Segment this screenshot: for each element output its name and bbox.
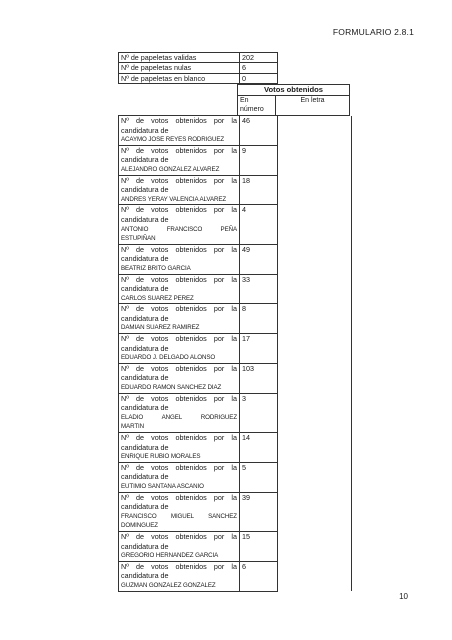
summary-value: 6: [240, 63, 278, 73]
votes-in-letters: [278, 393, 352, 432]
votes-in-letters: [278, 363, 352, 393]
candidate-name-cont: ESTUPIÑAN: [121, 235, 156, 243]
candidate-label-cell: [119, 334, 240, 364]
candidate-row: [119, 145, 352, 175]
candidate-name: ACAYMO JOSE REYES RODRIGUEZ: [121, 136, 225, 144]
votes-in-letters: [278, 116, 352, 146]
vote-sheet: [118, 52, 352, 592]
candidate-row: [119, 561, 352, 591]
row-prefix: Nº de votos obtenidos por la: [121, 274, 237, 284]
row-prefix: Nº de votos obtenidos por la: [121, 462, 237, 472]
candidate-table: [118, 115, 352, 592]
candidate-votes: 46: [240, 116, 278, 146]
candidate-votes: 5: [240, 462, 278, 492]
candidate-name: FRANCISCO MIGUEL SANCHEZ: [121, 512, 237, 520]
candidate-label-cell: [119, 145, 240, 175]
candidate-row: [119, 244, 352, 274]
candidate-votes: 18: [240, 175, 278, 205]
candidate-label-cell: [119, 175, 240, 205]
candidate-label-cell: [119, 462, 240, 492]
row-mid: candidatura de: [121, 541, 169, 551]
candidate-row: [119, 393, 352, 432]
candidate-row: [119, 433, 352, 463]
summary-label: Nº de papeletas validas: [119, 53, 240, 63]
candidate-label-cell: [119, 393, 240, 432]
row-mid: candidatura de: [121, 442, 169, 452]
row-prefix: Nº de votos obtenidos por la: [121, 304, 237, 314]
row-mid: candidatura de: [121, 125, 169, 135]
candidate-row: [119, 116, 352, 146]
votes-in-letters: [278, 531, 352, 561]
col-letter-header: En letra: [276, 95, 350, 115]
candidate-votes: 17: [240, 334, 278, 364]
candidate-label-cell: [119, 433, 240, 463]
candidate-votes: 14: [240, 433, 278, 463]
candidate-row: [119, 492, 352, 531]
candidate-row: [119, 274, 352, 304]
votes-in-letters: [278, 561, 352, 591]
candidate-name: ANTONIO FRANCISCO PEÑA: [121, 225, 237, 233]
candidate-votes: 6: [240, 561, 278, 591]
candidate-label-cell: [119, 304, 240, 334]
candidate-row: [119, 363, 352, 393]
candidate-votes: 4: [240, 205, 278, 244]
candidate-votes: 103: [240, 363, 278, 393]
form-code: FORMULARIO 2.8.1: [332, 27, 414, 37]
candidate-name: ALEJANDRO GONZALEZ ALVAREZ: [121, 165, 220, 173]
row-mid: candidatura de: [121, 343, 169, 353]
row-mid: candidatura de: [121, 214, 169, 224]
candidate-name: CARLOS SUAREZ PEREZ: [121, 294, 194, 302]
candidate-label-cell: [119, 116, 240, 146]
candidate-votes: 3: [240, 393, 278, 432]
summary-row: [119, 63, 278, 73]
row-prefix: Nº de votos obtenidos por la: [121, 433, 237, 442]
votes-in-letters: [278, 205, 352, 244]
candidate-name-cont: MARTIN: [121, 423, 145, 431]
row-mid: candidatura de: [121, 284, 169, 294]
votes-in-letters: [278, 492, 352, 531]
votes-in-letters: [278, 462, 352, 492]
candidate-votes: 9: [240, 145, 278, 175]
candidate-votes: 33: [240, 274, 278, 304]
row-mid: candidatura de: [121, 155, 169, 165]
row-prefix: Nº de votos obtenidos por la: [121, 531, 237, 541]
summary-value: 202: [240, 53, 278, 63]
candidate-name: ELADIO ANGEL RODRIGUEZ: [121, 413, 237, 421]
summary-table: [118, 52, 278, 84]
votes-in-letters: [278, 304, 352, 334]
summary-row: [119, 73, 278, 83]
candidate-name: ANDRES YERAY VALENCIA ALVAREZ: [121, 195, 227, 203]
candidate-votes: 15: [240, 531, 278, 561]
candidate-votes: 8: [240, 304, 278, 334]
row-mid: candidatura de: [121, 313, 169, 323]
candidate-row: [119, 175, 352, 205]
candidate-label-cell: [119, 274, 240, 304]
row-mid: candidatura de: [121, 571, 169, 581]
row-prefix: Nº de votos obtenidos por la: [121, 334, 237, 344]
summary-label: Nº de papeletas nulas: [119, 63, 240, 73]
candidate-name: GUZMAN GONZALEZ GONZALEZ: [121, 581, 216, 589]
candidate-label-cell: [119, 244, 240, 274]
votes-in-letters: [278, 334, 352, 364]
candidate-name: GREGORIO HERNANDEZ GARCIA: [121, 552, 219, 560]
summary-row: [119, 53, 278, 63]
candidate-name-cont: DOMINGUEZ: [121, 522, 158, 530]
candidate-row: [119, 531, 352, 561]
candidate-name: DAMIAN SUAREZ RAMIREZ: [121, 324, 200, 332]
candidate-name: EUTIMIO SANTANA ASCANIO: [121, 482, 204, 490]
candidate-votes: 39: [240, 492, 278, 531]
votes-in-letters: [278, 433, 352, 463]
row-mid: candidatura de: [121, 403, 169, 413]
candidate-label-cell: [119, 492, 240, 531]
row-mid: candidatura de: [121, 254, 169, 264]
row-prefix: Nº de votos obtenidos por la: [121, 205, 237, 215]
votes-header-title: Votos obtenidos: [238, 85, 350, 96]
summary-label: Nº de papeletas en blanco: [119, 73, 240, 83]
candidate-label-cell: [119, 561, 240, 591]
page-number: 10: [399, 592, 408, 601]
candidate-row: [119, 462, 352, 492]
candidate-name: EDUARDO J. DELGADO ALONSO: [121, 354, 216, 362]
row-prefix: Nº de votos obtenidos por la: [121, 175, 237, 185]
row-prefix: Nº de votos obtenidos por la: [121, 363, 237, 373]
row-mid: candidatura de: [121, 502, 169, 512]
row-mid: candidatura de: [121, 373, 169, 383]
candidate-row: [119, 205, 352, 244]
summary-value: 0: [240, 73, 278, 83]
votes-in-letters: [278, 274, 352, 304]
row-mid: candidatura de: [121, 185, 169, 195]
votes-in-letters: [278, 145, 352, 175]
row-mid: candidatura de: [121, 472, 169, 482]
candidate-name: ENRIQUE RUBIO MORALES: [121, 453, 201, 461]
row-prefix: Nº de votos obtenidos por la: [121, 244, 237, 254]
votes-header: [237, 84, 350, 116]
candidate-label-cell: [119, 205, 240, 244]
candidate-row: [119, 304, 352, 334]
candidate-name: BEATRIZ BRITO GARCIA: [121, 264, 191, 272]
col-number-header: En número: [238, 95, 276, 115]
candidate-row: [119, 334, 352, 364]
votes-in-letters: [278, 244, 352, 274]
row-prefix: Nº de votos obtenidos por la: [121, 116, 237, 125]
candidate-name: EDUARDO RAMON SANCHEZ DIAZ: [121, 384, 222, 392]
candidate-label-cell: [119, 531, 240, 561]
candidate-label-cell: [119, 363, 240, 393]
row-prefix: Nº de votos obtenidos por la: [121, 492, 237, 502]
row-prefix: Nº de votos obtenidos por la: [121, 561, 237, 571]
candidate-votes: 49: [240, 244, 278, 274]
votes-in-letters: [278, 175, 352, 205]
row-prefix: Nº de votos obtenidos por la: [121, 145, 237, 155]
row-prefix: Nº de votos obtenidos por la: [121, 393, 237, 403]
